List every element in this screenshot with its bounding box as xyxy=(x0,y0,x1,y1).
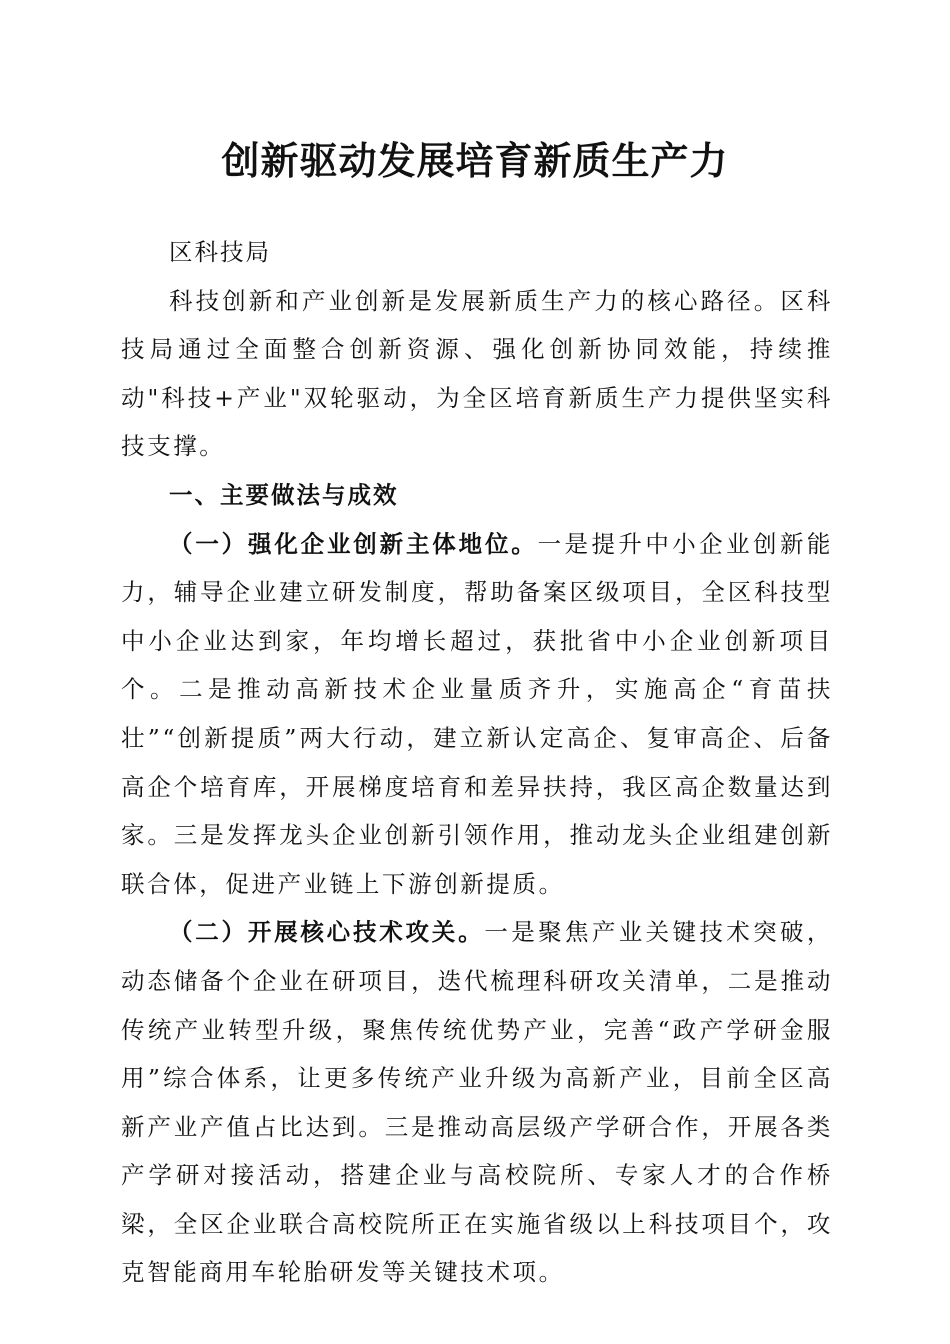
document-body xyxy=(121,228,833,1297)
author-line: 区科技局 xyxy=(169,238,271,266)
subsection-1-paragraph xyxy=(121,520,833,909)
subsection-1-title: （一）强化企业创新主体地位。 xyxy=(169,529,538,558)
subsection-2-title: （二）开展核心技术攻关。 xyxy=(169,918,485,947)
subsection-2-body: 一是聚焦产业关键技术突破，动态储备个企业在研项目，迭代梳理科研攻关清单，二是推动传统产业转型升级，聚焦传统优势产业，完善“政产学研金服用”综合体系，让更多传统产业升级为高新产业，目前全区高新产业产值占比达到。三是推动高层级产学研合作，开展各类产学研对接活动，搭建企业与高校院所、专家人才的合作桥梁，全区企业联合高校院所正在实施省级以上科技项目个，攻克智能商用车轮胎研发等关键技术项。 xyxy=(121,918,833,1287)
document-title: 创新驱动发展培育新质生产力 xyxy=(221,138,729,183)
intro-paragraph: 科技创新和产业创新是发展新质生产力的核心路径。区科技局通过全面整合创新资源、强化创新协同效能，持续推动"科技+产业"双轮驱动，为全区培育新质生产力提供坚实科技支撑。 xyxy=(121,286,833,461)
subsection-1-body: 一是提升中小企业创新能力，辅导企业建立研发制度，帮助备案区级项目，全区科技型中小企业达到家，年均增长超过，获批省中小企业创新项目个。二是推动高新技术企业量质齐升，实施高企“育苗扶壮”“创新提质”两大行动，建立新认定高企、复审高企、后备高企个培育库，开展梯度培育和差异扶持，我区高企数量达到家。三是发挥龙头企业创新引领作用，推动龙头企业组建创新联合体，促进产业链上下游创新提质。 xyxy=(121,529,833,898)
section-heading: 一、主要做法与成效 xyxy=(169,480,399,509)
subsection-2-paragraph xyxy=(121,908,833,1297)
